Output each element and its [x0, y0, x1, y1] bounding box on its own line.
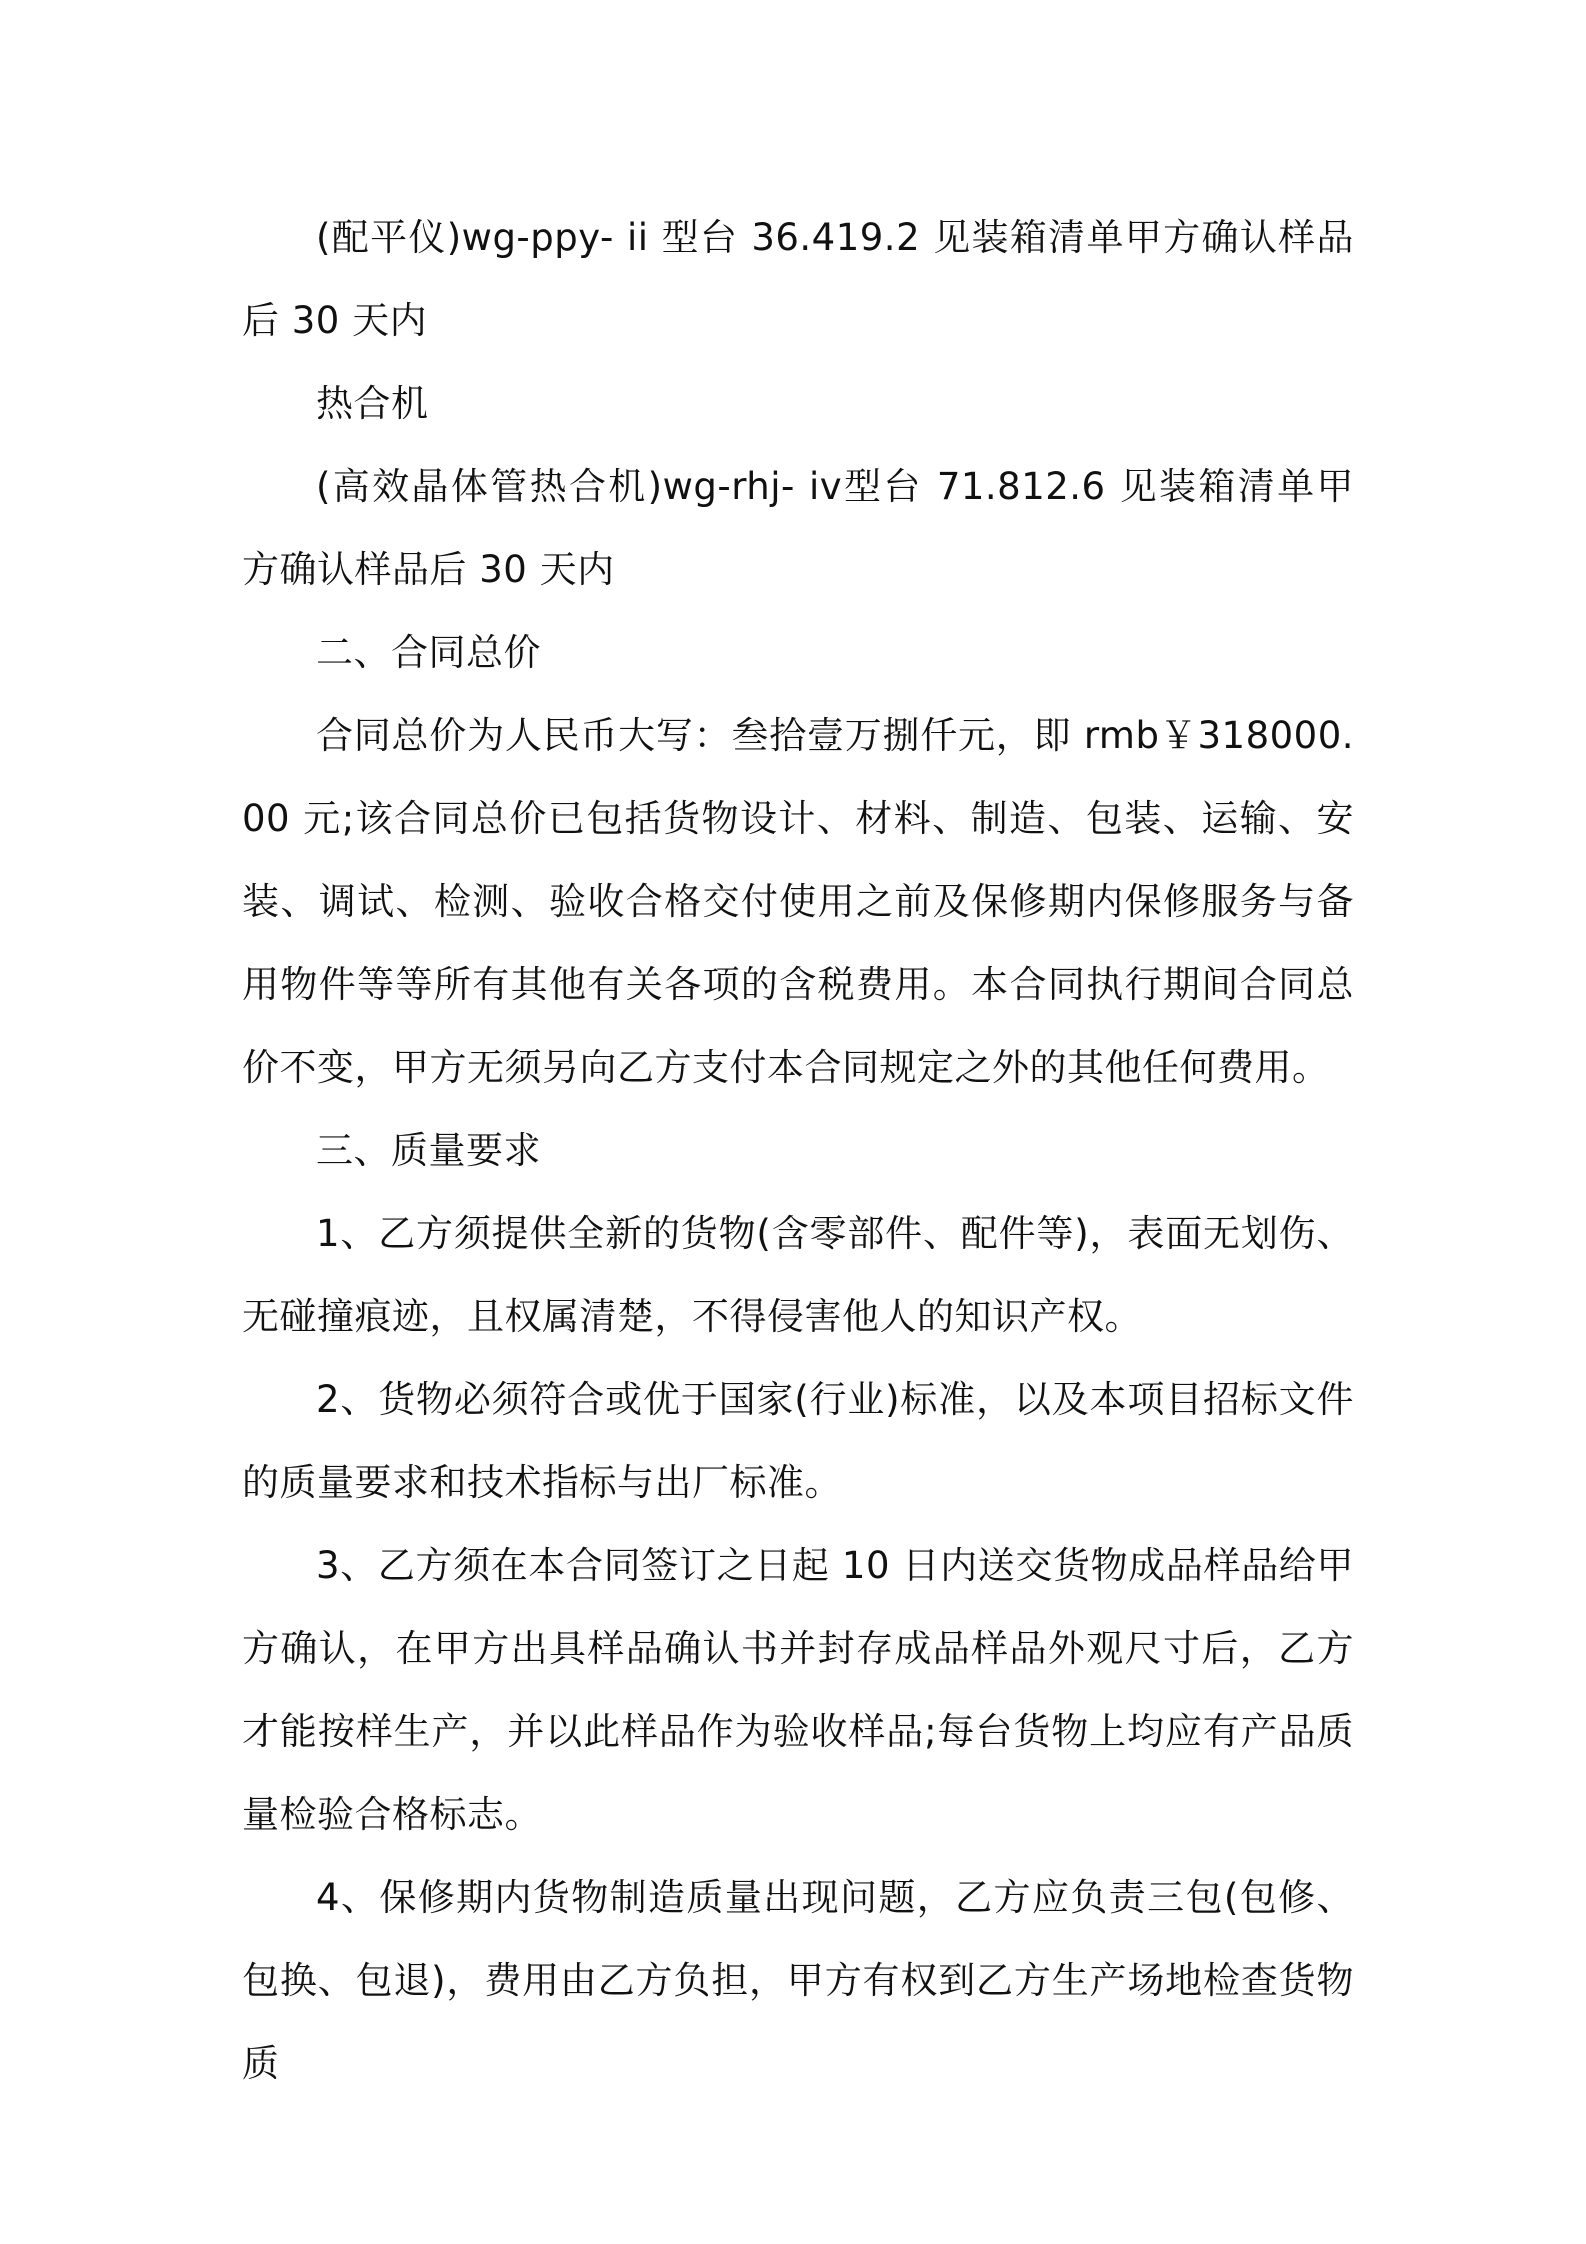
quality-clause-4: 4、保修期内货物制造质量出现问题，乙方应负责三包(包修、包换、包退)，费用由乙方负担，甲方有权到乙方生产场地检查货物质 [242, 1876, 1354, 2085]
quality-clause-2: 2、货物必须符合或优于国家(行业)标准，以及本项目招标文件的质量要求和技术指标与出厂标准。 [242, 1378, 1354, 1504]
paragraph-heat-sealer-title: 热合机 [316, 382, 429, 425]
quality-clause-3: 3、乙方须在本合同签订之日起 10 日内送交货物成品样品给甲方确认，在甲方出具样品确认书并封存成品样品外观尺寸后，乙方才能按样生产，并以此样品作为验收样品;每台货物上均应有产品质量检验合格标志。 [242, 1544, 1354, 1836]
quality-clause-1: 1、乙方须提供全新的货物(含零部件、配件等)，表面无划伤、无碰撞痕迹，且权属清楚，不得侵害他人的知识产权。 [242, 1212, 1354, 1338]
document-page [242, 196, 1354, 2105]
section-heading-total-price: 二、合同总价 [316, 631, 541, 674]
paragraph-total-price: 合同总价为人民币大写：叁拾壹万捌仟元，即 rmb￥318000.00 元;该合同总价已包括货物设计、材料、制造、包装、运输、安装、调试、检测、验收合格交付使用之前及保修期内保修服务与备用物件等等所有其他有关各项的含税费用。本合同执行期间合同总价不变，甲方无须另向乙方支付本合同规定之外的其他任何费用。 [242, 714, 1354, 1089]
section-heading-quality: 三、质量要求 [316, 1129, 541, 1172]
paragraph-item-spec-leveler: (配平仪)wg-ppy- ii 型台 36.419.2 见装箱清单甲方确认样品后 30 天内 [242, 216, 1354, 342]
paragraph-item-spec-heat-sealer: (高效晶体管热合机)wg-rhj- iv型台 71.812.6 见装箱清单甲方确认样品后 30 天内 [242, 465, 1354, 591]
